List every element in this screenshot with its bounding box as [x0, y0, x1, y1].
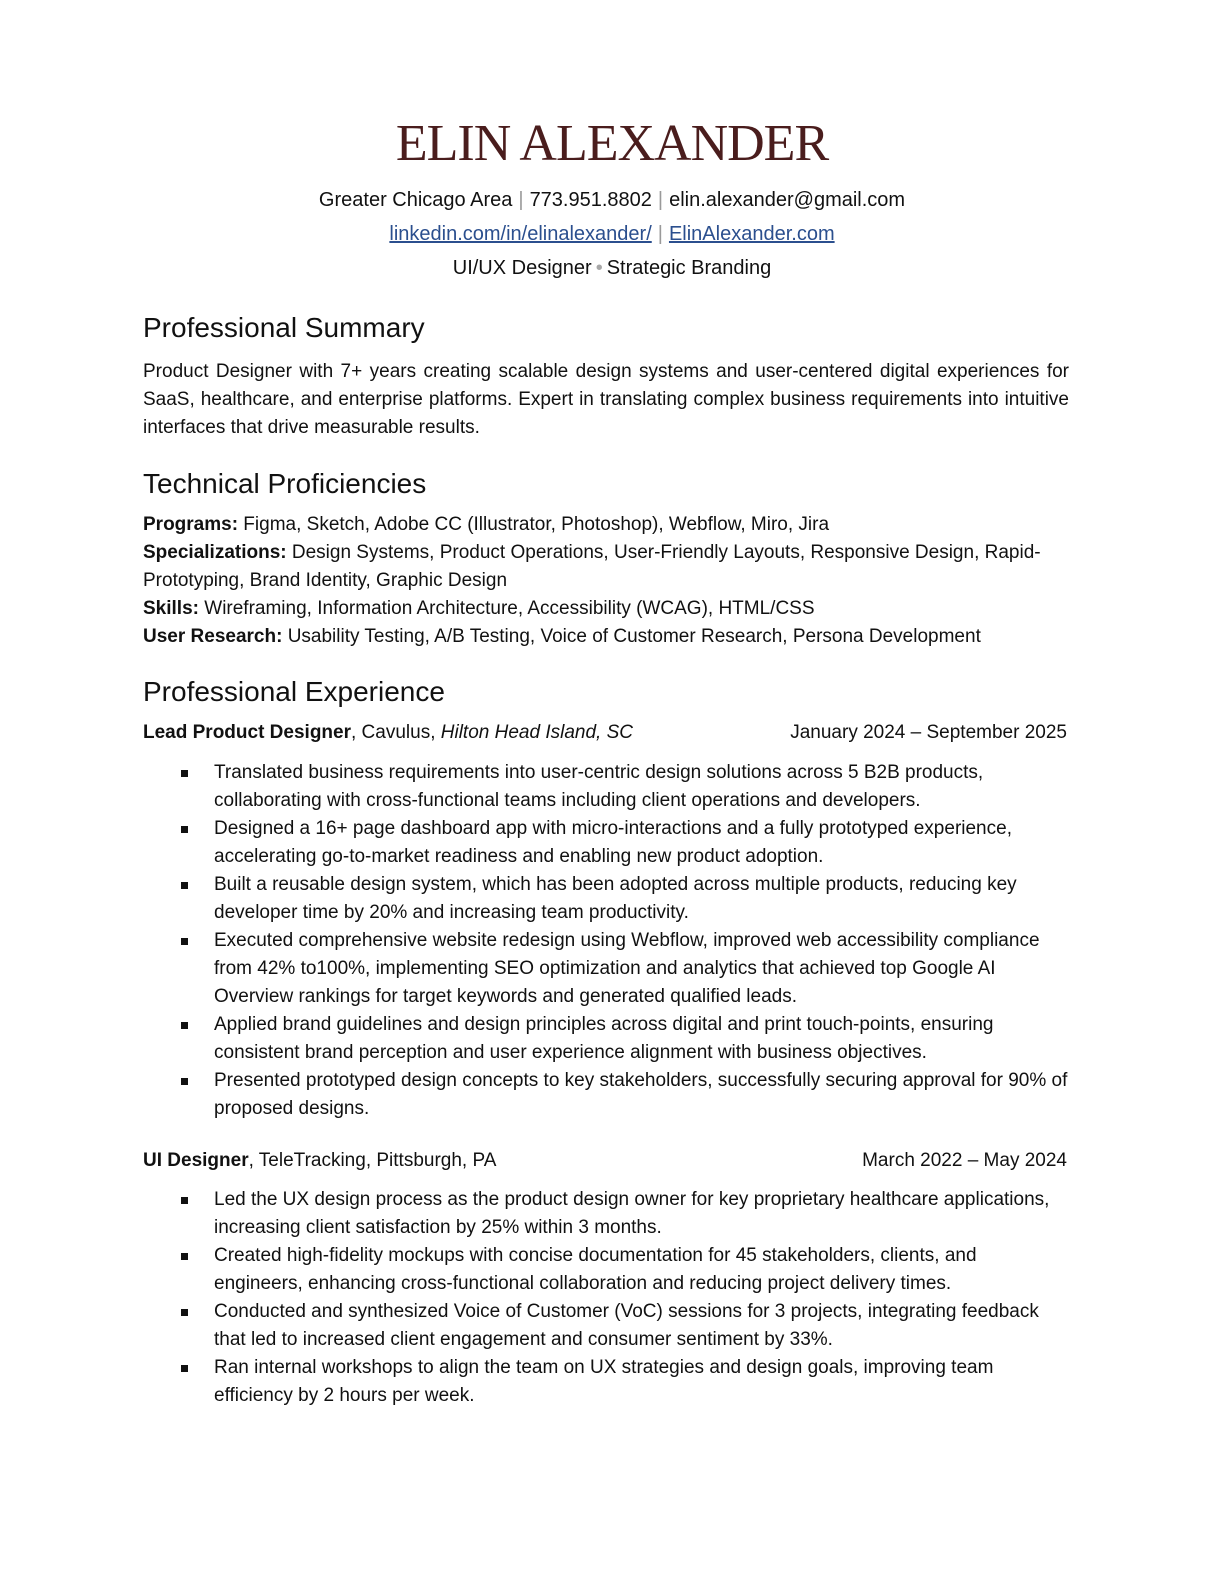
- bullet-dot: •: [595, 257, 603, 279]
- bullet-text: Built a reusable design system, which has been adopted across multiple products, reducing key developer time by 20% and increasing team productivity.: [214, 874, 1017, 923]
- bullet-text: Created high-fidelity mockups with concise documentation for 45 stakeholders, clients, and engineers, enhancing cross-functional collaboration and reducing project delivery times.: [214, 1245, 977, 1294]
- location-text: Greater Chicago Area: [318, 189, 513, 211]
- square-bullet-icon: [181, 1365, 188, 1372]
- technical-value: Figma, Sketch, Adobe CC (Illustrator, Photoshop), Webflow, Miro, Jira: [238, 514, 830, 535]
- bullet-text: Applied brand guidelines and design principles across digital and print touch-points, ensuring consistent brand perception and user experience alignment with business objectives.: [214, 1014, 994, 1063]
- candidate-name: ELIN ALEXANDER: [395, 115, 829, 172]
- bullet-text: Presented prototyped design concepts to key stakeholders, successfully securing approval for 90% of proposed designs.: [214, 1070, 1068, 1119]
- job-company: , TeleTracking, Pittsburgh, PA: [248, 1150, 497, 1171]
- technical-value: Usability Testing, A/B Testing, Voice of Customer Research, Persona Development: [282, 626, 981, 647]
- square-bullet-icon: [181, 1022, 188, 1029]
- role-primary: UI/UX Designer: [452, 257, 592, 279]
- job-bullet-list: [143, 759, 1069, 1123]
- job-company: , Cavulus,: [351, 722, 441, 743]
- roles-line: [0, 254, 1224, 282]
- list-item: [143, 1242, 1069, 1298]
- job-location: Hilton Head Island, SC: [440, 722, 633, 743]
- technical-list: [143, 511, 1069, 651]
- technical-label: Skills:: [143, 598, 199, 619]
- role-secondary: Strategic Branding: [606, 257, 772, 279]
- square-bullet-icon: [181, 1309, 188, 1316]
- technical-heading: Technical Proficiencies: [143, 468, 427, 499]
- job-role: Lead Product Designer: [143, 722, 351, 743]
- bullet-text: Ran internal workshops to align the team on UX strategies and design goals, improving team efficiency by 2 hours per week.: [214, 1357, 994, 1406]
- square-bullet-icon: [181, 770, 188, 777]
- technical-item: [143, 595, 1069, 623]
- contact-line: [0, 186, 1224, 214]
- square-bullet-icon: [181, 1197, 188, 1204]
- bullet-text: Executed comprehensive website redesign using Webflow, improved web accessibility compliance from 42% to100%, implementing SEO optimization and analytics that achieved top Google AI Overview rankings for target keywords and generated qualified leads.: [214, 930, 1040, 1007]
- list-item: [143, 871, 1069, 927]
- experience-heading: Professional Experience: [143, 676, 445, 707]
- list-item: [143, 1354, 1069, 1410]
- job-dates: March 2022 – May 2024: [862, 1150, 1067, 1171]
- separator: |: [657, 223, 663, 245]
- separator: |: [657, 189, 664, 211]
- job-title-line: [143, 1147, 496, 1175]
- technical-value: Design Systems, Product Operations, User-Friendly Layouts, Responsive Design, Rapid-Prototyping, Brand Identity, Graphic Design: [143, 542, 1041, 591]
- summary-heading: Professional Summary: [143, 312, 425, 343]
- bullet-text: Led the UX design process as the product design owner for key proprietary healthcare applications, increasing client satisfaction by 25% within 3 months.: [214, 1189, 1050, 1238]
- bullet-text: Conducted and synthesized Voice of Customer (VoC) sessions for 3 projects, integrating feedback that led to increased client engagement and consumer sentiment by 33%.: [214, 1301, 1039, 1350]
- list-item: [143, 759, 1069, 815]
- job-dates: January 2024 – September 2025: [790, 722, 1067, 743]
- job-title-line: [143, 719, 633, 747]
- list-item: [143, 1067, 1069, 1123]
- job-role: UI Designer: [143, 1150, 249, 1171]
- job-header: [143, 1147, 1069, 1175]
- technical-item: [143, 511, 1069, 539]
- separator: |: [518, 189, 524, 211]
- list-item: [143, 1298, 1069, 1354]
- job-bullet-list: [143, 1186, 1069, 1410]
- phone-text: 773.951.8802: [529, 189, 652, 211]
- bullet-text: Translated business requirements into user-centric design solutions across 5 B2B products, collaborating with cross-functional teams including client operations and developers.: [214, 762, 984, 811]
- linkedin-link[interactable]: linkedin.com/in/elinalexander/: [389, 223, 652, 245]
- technical-value: Wireframing, Information Architecture, Accessibility (WCAG), HTML/CSS: [198, 598, 815, 619]
- summary-text: Product Designer with 7+ years creating scalable design systems and user-centered digital experiences for SaaS, healthcare, and enterprise platforms. Expert in translating complex business requirements into intuitive interfaces that drive measurable results.: [143, 361, 1069, 438]
- technical-item: [143, 623, 1069, 651]
- square-bullet-icon: [181, 1253, 188, 1260]
- list-item: [143, 1186, 1069, 1242]
- square-bullet-icon: [181, 882, 188, 889]
- website-link[interactable]: ElinAlexander.com: [668, 223, 835, 245]
- technical-label: User Research:: [143, 626, 283, 647]
- technical-label: Programs:: [143, 514, 239, 535]
- job-header: [143, 719, 1069, 747]
- technical-label: Specializations:: [143, 542, 287, 563]
- links-line: [0, 220, 1224, 248]
- square-bullet-icon: [181, 938, 188, 945]
- email-text: elin.alexander@gmail.com: [669, 189, 906, 211]
- bullet-text: Designed a 16+ page dashboard app with micro-interactions and a fully prototyped experience, accelerating go-to-market readiness and enabling new product adoption.: [214, 818, 1012, 867]
- square-bullet-icon: [181, 1078, 188, 1085]
- square-bullet-icon: [181, 826, 188, 833]
- list-item: [143, 1011, 1069, 1067]
- technical-item: [143, 539, 1069, 595]
- list-item: [143, 815, 1069, 871]
- list-item: [143, 927, 1069, 1011]
